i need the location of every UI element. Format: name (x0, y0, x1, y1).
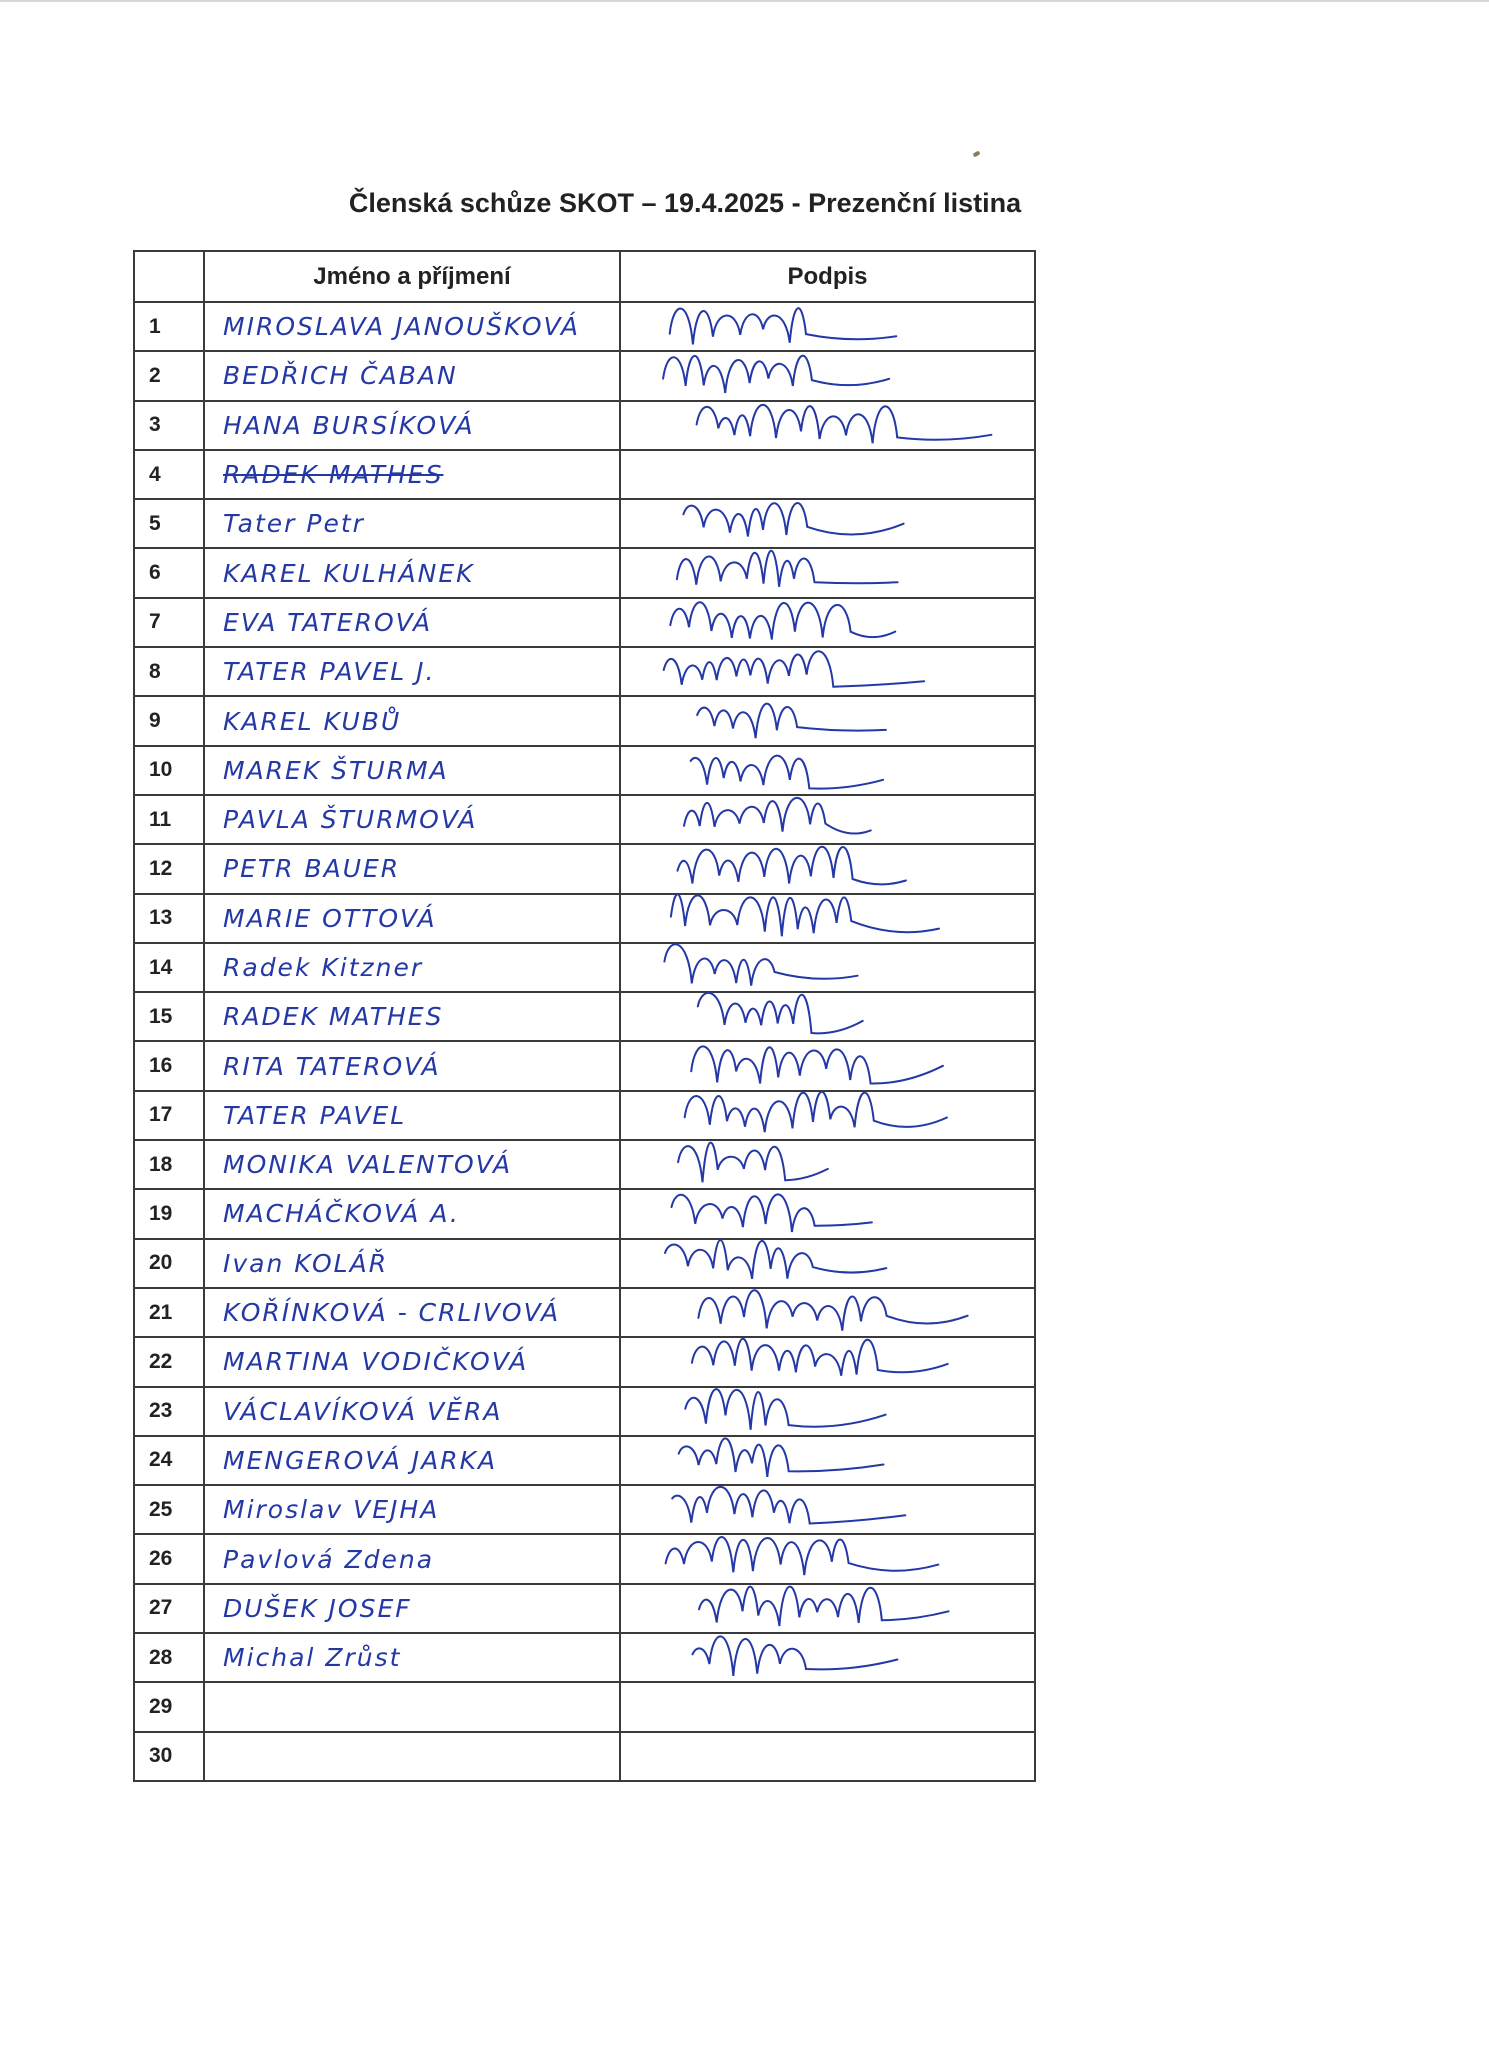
attendee-name-text: Miroslav VEJHA (223, 1495, 440, 1525)
header-name: Jméno a příjmení (204, 251, 620, 302)
attendee-name (204, 1485, 620, 1534)
row-number: 10 (134, 746, 204, 795)
signature-cell (620, 1682, 1035, 1731)
row-number: 1 (134, 302, 204, 351)
attendee-name-text: Radek Kitzner (223, 953, 424, 982)
attendee-name-text: MARTINA VODIČKOVÁ (223, 1347, 529, 1377)
page-title: Členská schůze SKOT – 19.4.2025 - Prezenční listina (348, 188, 1022, 218)
row-number: 7 (134, 598, 204, 647)
attendee-name (204, 1633, 620, 1682)
attendee-name-text: Ivan KOLÁŘ (223, 1248, 389, 1278)
attendee-name-text: DUŠEK JOSEF (223, 1593, 412, 1623)
attendee-name-text: Tater Petr (223, 509, 365, 539)
attendee-name-text: KAREL KUBŮ (223, 706, 402, 736)
scan-edge (0, 0, 1489, 2)
attendee-name-text: MACHÁČKOVÁ A. (223, 1199, 460, 1229)
attendee-name (204, 351, 620, 400)
attendee-name-text: MIROSLAVA JANOUŠKOVÁ (223, 312, 581, 342)
attendee-name (204, 1239, 620, 1288)
attendee-name (204, 1534, 620, 1583)
attendee-name (204, 1091, 620, 1140)
attendee-name (204, 795, 620, 844)
attendee-name-text: KAREL KULHÁNEK (223, 558, 475, 588)
paper-speck (972, 151, 980, 158)
row-number: 23 (134, 1387, 204, 1436)
attendee-name (204, 1732, 620, 1781)
attendee-name (204, 1682, 620, 1731)
table-body (134, 302, 1035, 1781)
attendee-name (204, 302, 620, 351)
attendee-name (204, 647, 620, 696)
row-number: 30 (134, 1732, 204, 1781)
row-number: 9 (134, 696, 204, 745)
row-number: 13 (134, 894, 204, 943)
row-number: 24 (134, 1436, 204, 1485)
header-signature: Podpis (620, 251, 1035, 302)
row-number: 3 (134, 401, 204, 450)
row-number: 8 (134, 647, 204, 696)
row-number: 14 (134, 943, 204, 992)
attendee-name (204, 548, 620, 597)
table-row (134, 401, 1035, 450)
attendee-name (204, 696, 620, 745)
attendee-name-text: PAVLA ŠTURMOVÁ (223, 805, 478, 835)
row-number: 2 (134, 351, 204, 400)
row-number: 28 (134, 1633, 204, 1682)
attendee-name (204, 450, 620, 499)
attendee-name (204, 992, 620, 1041)
attendee-name (204, 1288, 620, 1337)
attendee-name (204, 1387, 620, 1436)
attendee-name-text: MAREK ŠTURMA (223, 755, 449, 785)
attendee-name-text: MENGEROVÁ JARKA (223, 1445, 498, 1475)
row-number: 17 (134, 1091, 204, 1140)
attendee-name-text: RADEK MATHES (223, 460, 444, 490)
attendee-name-text: HANA BURSÍKOVÁ (223, 410, 475, 440)
attendee-name-text: TATER PAVEL J. (223, 657, 436, 687)
table-row (134, 1633, 1035, 1682)
attendee-name-text: KOŘÍNKOVÁ - CRLIVOVÁ (223, 1298, 561, 1328)
attendee-name-text: TATER PAVEL (223, 1100, 407, 1130)
row-number: 27 (134, 1584, 204, 1633)
attendee-name-text: Michal Zrůst (223, 1643, 402, 1673)
header-number (134, 251, 204, 302)
attendee-name (204, 1436, 620, 1485)
attendee-name (204, 1584, 620, 1633)
attendee-name (204, 943, 620, 992)
signature-stroke (693, 1636, 898, 1676)
row-number: 26 (134, 1534, 204, 1583)
row-number: 29 (134, 1682, 204, 1731)
attendee-name (204, 844, 620, 893)
attendee-name-text: EVA TATEROVÁ (223, 607, 433, 637)
row-number: 22 (134, 1337, 204, 1386)
table-row (134, 1682, 1035, 1731)
attendance-table (133, 250, 1036, 1782)
attendee-name-text: MONIKA VALENTOVÁ (223, 1150, 513, 1180)
attendee-name-text: RITA TATEROVÁ (223, 1051, 441, 1081)
attendee-name (204, 598, 620, 647)
row-number: 18 (134, 1140, 204, 1189)
attendee-name-text: PETR BAUER (223, 854, 401, 884)
attendee-name (204, 1189, 620, 1238)
row-number: 21 (134, 1288, 204, 1337)
attendee-name (204, 1337, 620, 1386)
attendee-name-text: VÁCLAVÍKOVÁ VĚRA (223, 1396, 503, 1426)
row-number: 16 (134, 1041, 204, 1090)
row-number: 20 (134, 1239, 204, 1288)
row-number: 6 (134, 548, 204, 597)
attendee-name (204, 746, 620, 795)
attendee-name (204, 1041, 620, 1090)
signature-stroke (697, 405, 992, 443)
attendee-name-text: BEDŘICH ČABAN (223, 361, 458, 391)
row-number: 25 (134, 1485, 204, 1534)
attendee-name (204, 401, 620, 450)
attendee-name-text: RADEK MATHES (223, 1002, 444, 1032)
row-number: 12 (134, 844, 204, 893)
row-number: 19 (134, 1189, 204, 1238)
signature-cell (620, 1633, 1035, 1682)
table-row (134, 1732, 1035, 1781)
row-number: 5 (134, 499, 204, 548)
attendee-name (204, 1140, 620, 1189)
attendee-name-text: Pavlová Zdena (223, 1544, 435, 1574)
row-number: 15 (134, 992, 204, 1041)
row-number: 11 (134, 795, 204, 844)
attendee-name (204, 894, 620, 943)
signature-cell (620, 1732, 1035, 1781)
attendee-name-text: MARIE OTTOVÁ (223, 903, 437, 933)
attendee-name (204, 499, 620, 548)
signature-cell (620, 401, 1035, 450)
row-number: 4 (134, 450, 204, 499)
